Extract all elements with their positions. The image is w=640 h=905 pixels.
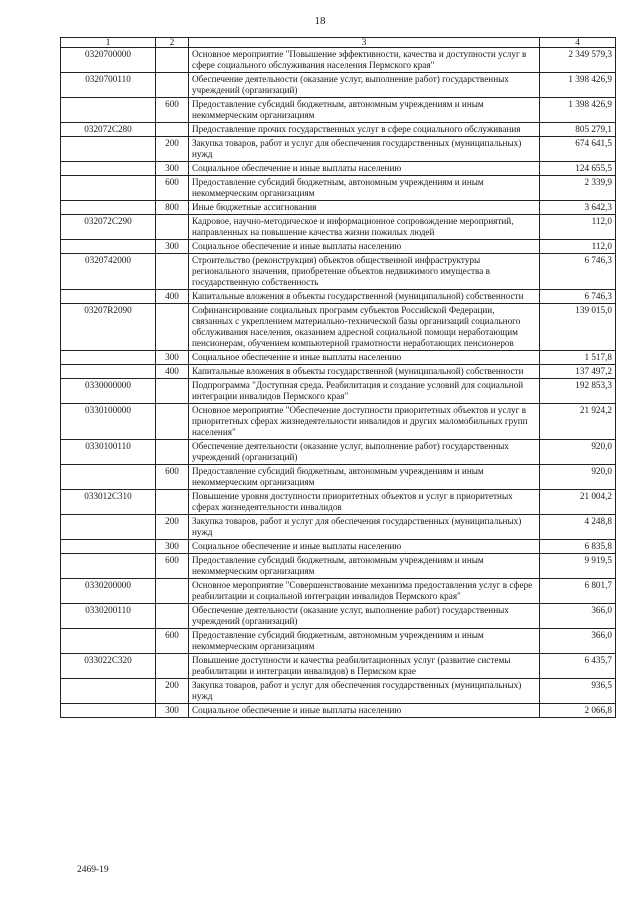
expense-type-code: 300 [156, 162, 189, 176]
amount-value: 4 248,8 [540, 515, 616, 540]
table-row [61, 176, 616, 201]
expense-name: Предоставление прочих государственных услуг в сфере социального обслуживания [189, 123, 540, 137]
target-article-code [61, 176, 156, 201]
table-row [61, 679, 616, 704]
target-article-code [61, 240, 156, 254]
expense-name: Обеспечение деятельности (оказание услуг, выполнение работ) государственных учреждений (организаций) [189, 604, 540, 629]
table-row [61, 73, 616, 98]
expense-type-code [156, 123, 189, 137]
amount-value: 9 919,5 [540, 554, 616, 579]
table-row [61, 290, 616, 304]
expense-type-code: 300 [156, 704, 189, 718]
expense-name: Предоставление субсидий бюджетным, автономным учреждениям и иным некоммерческим организациям [189, 554, 540, 579]
expense-name: Капитальные вложения в объекты государственной (муниципальной) собственности [189, 290, 540, 304]
target-article-code [61, 704, 156, 718]
amount-value: 1 398 426,9 [540, 98, 616, 123]
expense-name: Обеспечение деятельности (оказание услуг, выполнение работ) государственных учреждений (организаций) [189, 440, 540, 465]
table-row [61, 540, 616, 554]
expense-type-code: 600 [156, 629, 189, 654]
expense-name: Основное мероприятие "Повышение эффективности, качества и доступности услуг в сфере социального обслуживания населения Пермского края" [189, 48, 540, 73]
expense-name: Предоставление субсидий бюджетным, автономным учреждениям и иным некоммерческим организациям [189, 629, 540, 654]
amount-value: 1 398 426,9 [540, 73, 616, 98]
table-row [61, 98, 616, 123]
amount-value: 2 066,8 [540, 704, 616, 718]
table-row [61, 440, 616, 465]
expense-type-code: 300 [156, 540, 189, 554]
expense-type-code [156, 254, 189, 290]
target-article-code [61, 351, 156, 365]
amount-value: 137 497,2 [540, 365, 616, 379]
expense-name: Строительство (реконструкция) объектов общественной инфраструктуры регионального значения, приобретение объектов недвижимого имущества в государственную собственность [189, 254, 540, 290]
expense-name: Закупка товаров, работ и услуг для обеспечения государственных (муниципальных) нужд [189, 137, 540, 162]
expense-type-code: 600 [156, 176, 189, 201]
target-article-code: 032072С280 [61, 123, 156, 137]
table-row [61, 379, 616, 404]
amount-value: 2 349 579,3 [540, 48, 616, 73]
expense-type-code: 600 [156, 554, 189, 579]
expense-name: Предоставление субсидий бюджетным, автономным учреждениям и иным некоммерческим организациям [189, 98, 540, 123]
amount-value: 2 339,9 [540, 176, 616, 201]
table-row [61, 201, 616, 215]
expense-type-code: 600 [156, 98, 189, 123]
amount-value: 6 746,3 [540, 290, 616, 304]
table-row [61, 654, 616, 679]
table-row [61, 48, 616, 73]
table-row [61, 604, 616, 629]
expense-type-code: 600 [156, 465, 189, 490]
target-article-code [61, 679, 156, 704]
amount-value: 6 801,7 [540, 579, 616, 604]
expense-name: Социальное обеспечение и иные выплаты населению [189, 540, 540, 554]
amount-value: 6 435,7 [540, 654, 616, 679]
target-article-code: 03207R2090 [61, 304, 156, 351]
expense-type-code: 800 [156, 201, 189, 215]
table-row [61, 554, 616, 579]
expense-name: Кадровое, научно-методическое и информационное сопровождение мероприятий, направленных на повышение качества жизни пожилых людей [189, 215, 540, 240]
amount-value: 366,0 [540, 629, 616, 654]
amount-value: 124 655,5 [540, 162, 616, 176]
expense-name: Социальное обеспечение и иные выплаты населению [189, 240, 540, 254]
target-article-code [61, 162, 156, 176]
amount-value: 6 835,8 [540, 540, 616, 554]
amount-value: 1 517,8 [540, 351, 616, 365]
column-number-4: 4 [540, 38, 616, 48]
expense-type-code [156, 604, 189, 629]
amount-value: 112,0 [540, 240, 616, 254]
table-header-row [61, 38, 616, 48]
table-row [61, 351, 616, 365]
expense-type-code [156, 48, 189, 73]
target-article-code [61, 137, 156, 162]
target-article-code [61, 629, 156, 654]
amount-value: 139 015,0 [540, 304, 616, 351]
expense-type-code: 200 [156, 137, 189, 162]
amount-value: 112,0 [540, 215, 616, 240]
expense-name: Предоставление субсидий бюджетным, автономным учреждениям и иным некоммерческим организациям [189, 176, 540, 201]
target-article-code [61, 540, 156, 554]
expense-type-code: 200 [156, 679, 189, 704]
expense-type-code [156, 579, 189, 604]
column-number-3: 3 [189, 38, 540, 48]
amount-value: 21 004,2 [540, 490, 616, 515]
table-row [61, 704, 616, 718]
expense-type-code [156, 654, 189, 679]
table-row [61, 240, 616, 254]
expense-name: Социальное обеспечение и иные выплаты населению [189, 162, 540, 176]
table-row [61, 515, 616, 540]
table-row [61, 304, 616, 351]
table-row [61, 629, 616, 654]
target-article-code: 0330200000 [61, 579, 156, 604]
expense-name: Повышение уровня доступности приоритетных объектов и услуг в приоритетных сферах жизнедеятельности инвалидов [189, 490, 540, 515]
expense-name: Предоставление субсидий бюджетным, автономным учреждениям и иным некоммерческим организациям [189, 465, 540, 490]
target-article-code [61, 290, 156, 304]
expense-type-code: 400 [156, 365, 189, 379]
expense-name: Подпрограмма "Доступная среда. Реабилитация и создание условий для социальной интеграции инвалидов Пермского края" [189, 379, 540, 404]
target-article-code: 033012С310 [61, 490, 156, 515]
target-article-code: 0320700110 [61, 73, 156, 98]
target-article-code: 0320700000 [61, 48, 156, 73]
expense-name: Иные бюджетные ассигнования [189, 201, 540, 215]
amount-value: 21 924,2 [540, 404, 616, 440]
expense-name: Закупка товаров, работ и услуг для обеспечения государственных (муниципальных) нужд [189, 515, 540, 540]
target-article-code: 0320742000 [61, 254, 156, 290]
table-row [61, 490, 616, 515]
table-row [61, 365, 616, 379]
expense-type-code: 200 [156, 515, 189, 540]
expense-type-code: 300 [156, 240, 189, 254]
expense-type-code: 400 [156, 290, 189, 304]
document-code: 2469-19 [77, 865, 109, 875]
amount-value: 674 641,5 [540, 137, 616, 162]
amount-value: 192 853,3 [540, 379, 616, 404]
expense-name: Основное мероприятие "Совершенствование механизма предоставления услуг в сфере реабилитации и социальной интеграции инвалидов Пермского края" [189, 579, 540, 604]
table-row [61, 465, 616, 490]
expense-type-code [156, 304, 189, 351]
target-article-code [61, 201, 156, 215]
expense-name: Закупка товаров, работ и услуг для обеспечения государственных (муниципальных) нужд [189, 679, 540, 704]
amount-value: 6 746,3 [540, 254, 616, 290]
page-number: 18 [314, 15, 326, 27]
target-article-code: 0330200110 [61, 604, 156, 629]
target-article-code: 032072С290 [61, 215, 156, 240]
amount-value: 920,0 [540, 465, 616, 490]
expense-name: Социальное обеспечение и иные выплаты населению [189, 351, 540, 365]
target-article-code [61, 98, 156, 123]
amount-value: 805 279,1 [540, 123, 616, 137]
amount-value: 936,5 [540, 679, 616, 704]
expense-type-code [156, 73, 189, 98]
amount-value: 366,0 [540, 604, 616, 629]
target-article-code: 0330000000 [61, 379, 156, 404]
expense-name: Софинансирование социальных программ субъектов Российской Федерации, связанных с укреплением материально-технической базы организаций социального обслуживания населения, оказанием адресной социальной помощи неработающим пенсионерам, обучением компьютерной грамотности неработающих пенсионеров [189, 304, 540, 351]
table-row [61, 123, 616, 137]
expense-name: Социальное обеспечение и иные выплаты населению [189, 704, 540, 718]
target-article-code [61, 365, 156, 379]
expense-type-code [156, 215, 189, 240]
budget-table-body [61, 38, 616, 718]
expense-name: Капитальные вложения в объекты государственной (муниципальной) собственности [189, 365, 540, 379]
table-row [61, 579, 616, 604]
expense-name: Обеспечение деятельности (оказание услуг, выполнение работ) государственных учреждений (организаций) [189, 73, 540, 98]
target-article-code: 033022С320 [61, 654, 156, 679]
amount-value: 3 642,3 [540, 201, 616, 215]
table-row [61, 162, 616, 176]
expense-type-code [156, 490, 189, 515]
column-number-1: 1 [61, 38, 156, 48]
column-number-2: 2 [156, 38, 189, 48]
expense-name: Повышение доступности и качества реабилитационных услуг (развитие системы реабилитации и интеграции инвалидов) в Пермском крае [189, 654, 540, 679]
expense-type-code [156, 440, 189, 465]
target-article-code [61, 554, 156, 579]
budget-table [60, 37, 616, 718]
table-row [61, 137, 616, 162]
table-row [61, 215, 616, 240]
expense-type-code [156, 379, 189, 404]
amount-value: 920,0 [540, 440, 616, 465]
expense-name: Основное мероприятие "Обеспечение доступности приоритетных объектов и услуг в приоритетных сферах жизнедеятельности инвалидов и других маломобильных групп населения" [189, 404, 540, 440]
expense-type-code: 300 [156, 351, 189, 365]
target-article-code: 0330100000 [61, 404, 156, 440]
target-article-code [61, 515, 156, 540]
expense-type-code [156, 404, 189, 440]
target-article-code: 0330100110 [61, 440, 156, 465]
table-row [61, 404, 616, 440]
target-article-code [61, 465, 156, 490]
table-row [61, 254, 616, 290]
